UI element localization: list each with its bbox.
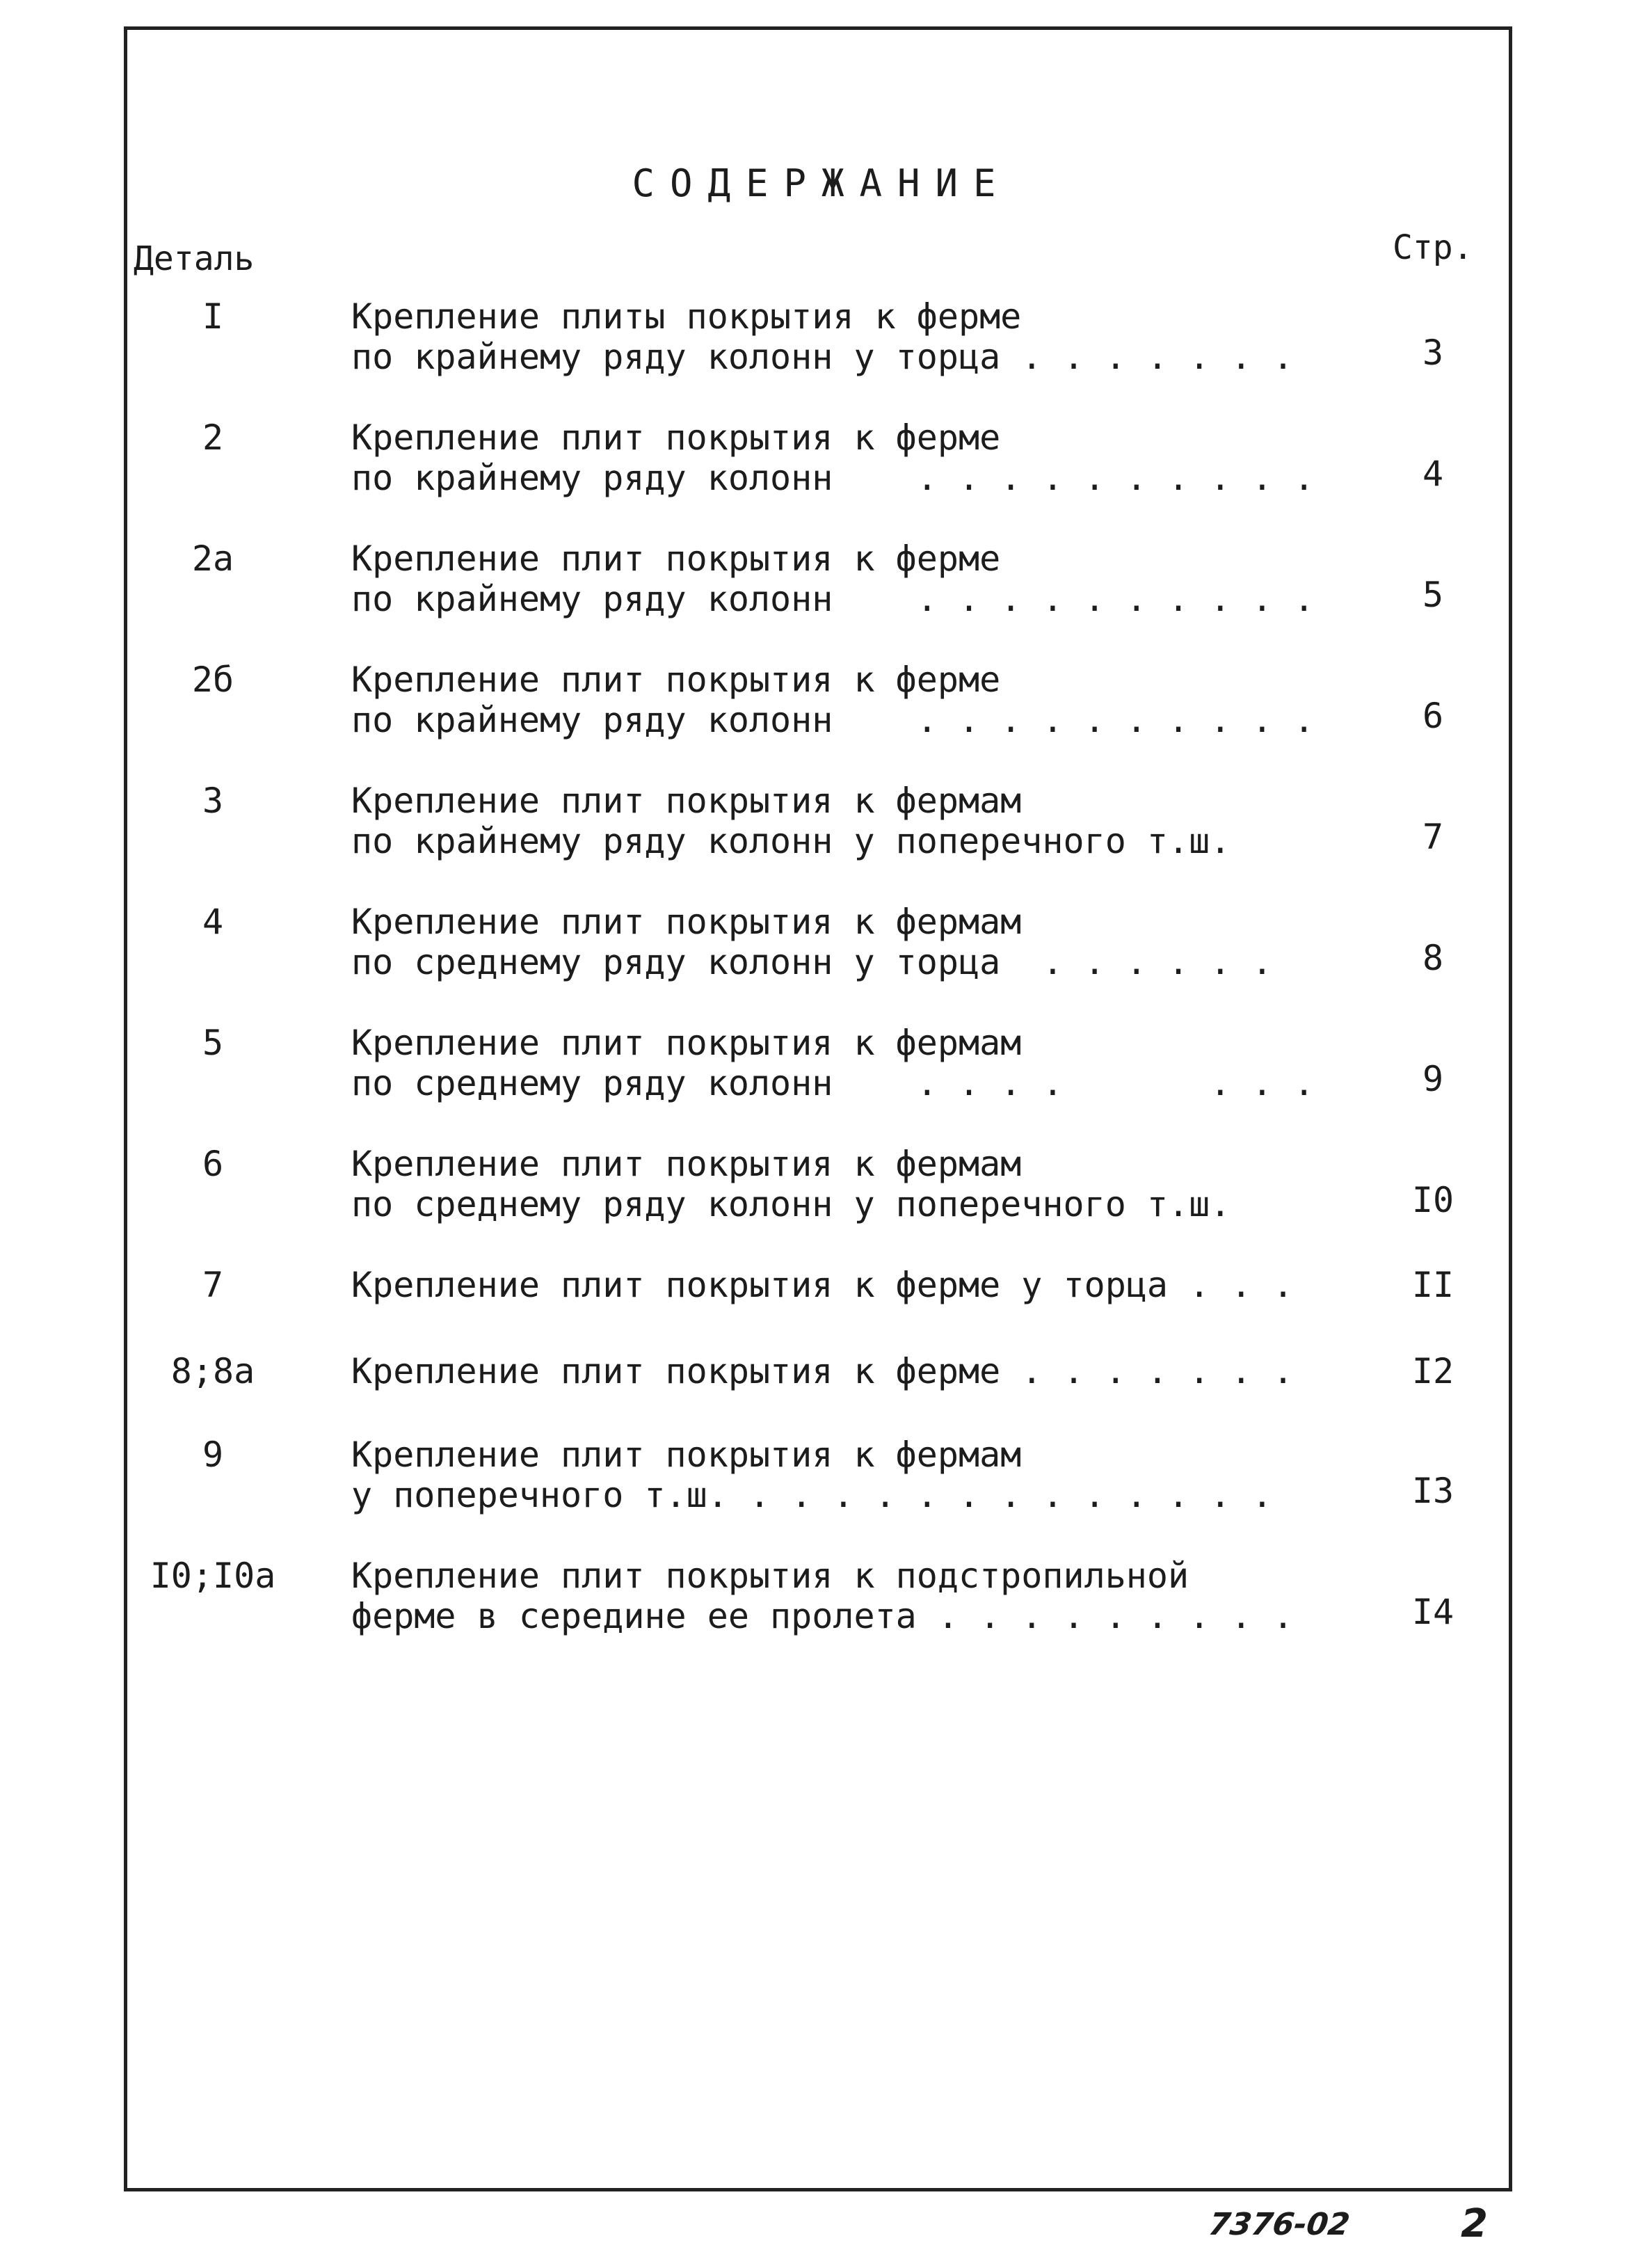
entry-page: I4	[1411, 1592, 1454, 1632]
column-header-detail: Деталь	[134, 239, 255, 278]
entry-number: I0;I0а	[150, 1556, 276, 1596]
entry-text-line: по среднему ряду колонн у торца . . . . . .	[351, 942, 1273, 982]
entry-page: I3	[1411, 1471, 1454, 1511]
entry-number: 2а	[191, 538, 234, 579]
entry-text-line: по крайнему ряду колонн . . . . . . . . . .	[351, 579, 1315, 619]
entry-text-line: Крепление плит покрытия к подстропильной	[351, 1556, 1189, 1596]
entry-text-line: Крепление плит покрытия к ферме	[351, 660, 1001, 700]
page-number: 2	[1461, 2201, 1488, 2246]
entry-number: 2б	[191, 660, 234, 700]
entry-page: 9	[1422, 1059, 1444, 1099]
entry-text-line: по среднему ряду колонн . . . . . . .	[351, 1063, 1315, 1103]
entry-text-line: Крепление плит покрытия к фермам	[351, 1144, 1022, 1184]
entry-page: I2	[1411, 1351, 1454, 1391]
entry-text-line: по среднему ряду колонн у поперечного т.ш.	[351, 1184, 1231, 1224]
entry-text-line: по крайнему ряду колонн у поперечного т.ш.	[351, 821, 1231, 861]
entry-text-line: по крайнему ряду колонн . . . . . . . . . .	[351, 458, 1315, 498]
entry-page: 3	[1422, 333, 1444, 373]
entry-page: 7	[1422, 817, 1444, 857]
document-code: 7376-02	[1206, 2207, 1352, 2242]
entry-page: 8	[1422, 938, 1444, 978]
document-title: СОДЕРЖАНИЕ	[632, 161, 1011, 205]
entry-text-line: по крайнему ряду колонн . . . . . . . . . .	[351, 700, 1315, 740]
entry-number: 2	[202, 417, 224, 458]
entry-text-line: Крепление плит покрытия к фермам	[351, 1023, 1022, 1063]
entry-text-line: Крепление плит покрытия к фермам	[351, 781, 1022, 821]
entry-number: 7	[202, 1265, 224, 1305]
entry-number: 4	[202, 902, 224, 942]
entry-text-line: Крепление плит покрытия к ферме	[351, 417, 1001, 458]
entry-text-line: ферме в середине ее пролета . . . . . . . . .	[351, 1596, 1294, 1636]
entry-number: 9	[202, 1435, 224, 1475]
entry-page: 6	[1422, 696, 1444, 736]
entry-text-line: Крепление плит покрытия к ферме	[351, 538, 1001, 579]
entry-text-line: у поперечного т.ш. . . . . . . . . . . . . .	[351, 1475, 1273, 1515]
entry-number: I	[202, 296, 224, 337]
entry-text-line: по крайнему ряду колонн у торца . . . . . . .	[351, 337, 1294, 377]
entry-text-line: Крепление плит покрытия к ферме . . . . . . .	[351, 1351, 1294, 1391]
entry-number: 3	[202, 781, 224, 821]
entry-number: 8;8а	[170, 1351, 255, 1391]
entry-text-line: Крепление плиты покрытия к ферме	[351, 296, 1022, 337]
column-header-page: Стр.	[1393, 228, 1473, 267]
entry-text-line: Крепление плит покрытия к ферме у торца . . .	[351, 1265, 1294, 1305]
entry-text-line: Крепление плит покрытия к фермам	[351, 902, 1022, 942]
entry-text-line: Крепление плит покрытия к фермам	[351, 1435, 1022, 1475]
entry-page: 5	[1422, 575, 1444, 615]
entry-number: 5	[202, 1023, 224, 1063]
entry-page: I0	[1411, 1180, 1454, 1220]
entry-page: 4	[1422, 454, 1444, 494]
entry-page: II	[1411, 1265, 1454, 1305]
entry-number: 6	[202, 1144, 224, 1184]
